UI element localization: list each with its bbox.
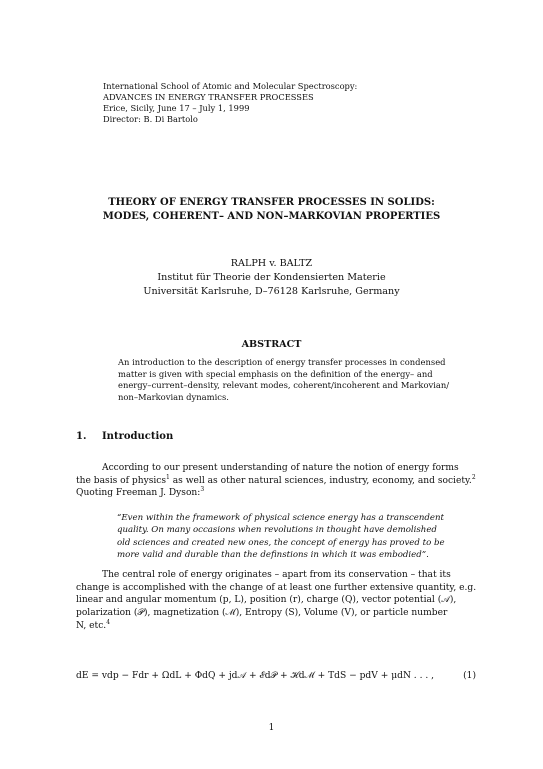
paragraph-line: The central role of energy originates – apart from its conservation – that its [102, 570, 451, 580]
conference-header [103, 81, 357, 125]
paragraph-line: According to our present understanding of nature the notion of energy forms [102, 463, 459, 473]
header-line: ADVANCES IN ENERGY TRANSFER PROCESSES [103, 92, 314, 102]
abstract-body [118, 357, 448, 403]
section-number: 1. [76, 431, 87, 442]
abstract-heading: ABSTRACT [241, 339, 302, 350]
paragraph-line: linear and angular momentum (p, L), position (r), charge (Q), vector potential (𝒜), [76, 595, 457, 606]
section-heading [76, 431, 173, 442]
dyson-quote [117, 512, 457, 561]
abstract-line: non–Markovian dynamics. [118, 391, 229, 402]
title-line-2: MODES, COHERENT– AND NON–MARKOVIAN PROPERTIES [102, 211, 441, 222]
author-affiliation: Institut für Theorie der Kondensierten Materie [157, 272, 386, 283]
author-name: RALPH v. BALTZ [230, 258, 313, 269]
paragraph-line: the basis of physics [76, 475, 167, 486]
quote-line: quality. On many occasions when revolutions in thought have demolished [117, 525, 437, 536]
equation-1 [76, 671, 476, 681]
abstract-line: An introduction to the description of energy transfer processes in condensed [118, 357, 446, 367]
citation-ref: 3 [200, 486, 205, 494]
paragraph-line: change is accomplished with the change of at least one further extensive quantity, e.g. [76, 582, 477, 593]
author-affiliation: Universität Karlsruhe, D–76128 Karlsruhe, Germany [143, 286, 400, 297]
header-line: Director: B. Di Bartolo [103, 114, 198, 124]
citation-ref: 2 [471, 473, 476, 481]
author-block [0, 257, 543, 299]
paragraph-intro [76, 462, 476, 500]
paragraph-line: polarization (𝒫), magnetization (ℳ), Entropy (S), Volume (V), or particle number [76, 608, 448, 619]
paragraph-line: N, etc. [76, 620, 107, 631]
paragraph-energy-role [76, 569, 477, 633]
quote-line: old sciences and created new ones, the concept of energy has proved to be [117, 537, 445, 548]
equation-number: (1) [463, 671, 476, 681]
paragraph-line: Quoting Freeman J. Dyson: [76, 488, 201, 499]
section-title: Introduction [102, 431, 174, 442]
citation-ref: 1 [166, 473, 170, 481]
quote-line: “Even within the framework of physical science energy has a transcendent [117, 513, 444, 523]
paragraph-line: as well as other natural sciences, industry, economy, and society. [169, 475, 472, 486]
title-line-1: THEORY OF ENERGY TRANSFER PROCESSES IN SOLIDS: [108, 197, 435, 208]
abstract-line: matter is given with special emphasis on the definition of the energy– and [118, 368, 433, 379]
citation-ref: 4 [106, 618, 111, 626]
header-line: Erice, Sicily, June 17 – July 1, 1999 [103, 103, 250, 113]
page-number: 1 [268, 723, 275, 733]
abstract-line: energy–current–density, relevant modes, coherent/incoherent and Markovian/ [118, 380, 450, 391]
quote-line: more valid and durable than the definstions in which it was embodied”. [117, 549, 429, 560]
equation-body: dE = vdp − Fdr + ΩdL + ΦdQ + jd𝒜 + ℰd𝒫 + ℋdℳ + TdS − pdV + μdN . . . , [76, 671, 435, 681]
header-line: International School of Atomic and Molecular Spectroscopy: [103, 81, 358, 91]
paper-title [0, 196, 543, 224]
